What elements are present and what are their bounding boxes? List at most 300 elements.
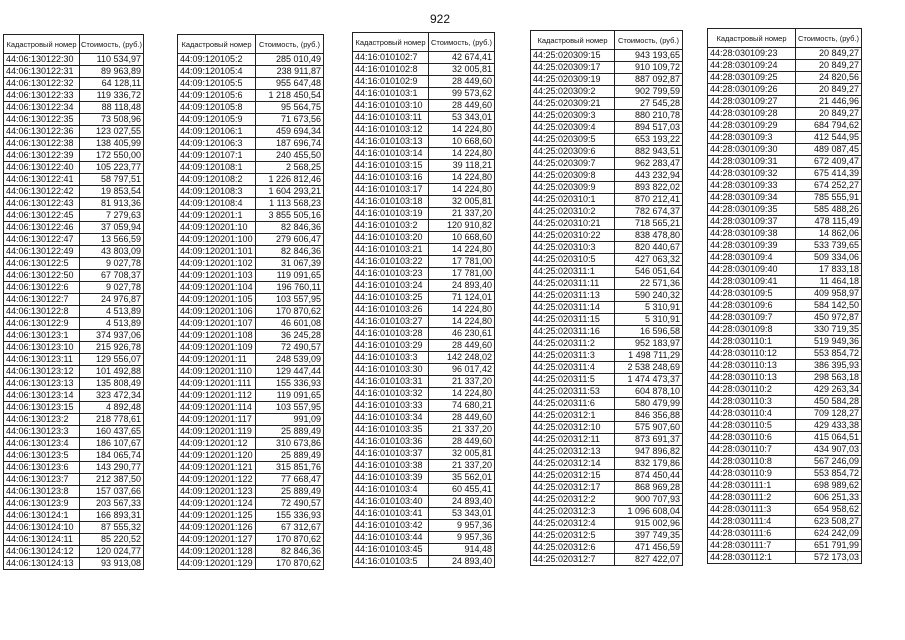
table-row: [708, 492, 862, 504]
table-row: [4, 306, 144, 318]
cost-cell: 160 437,65: [80, 426, 144, 438]
cadastral-number-cell: 44:28:030109:28: [708, 108, 796, 120]
cadastral-number-cell: 44:06:130122:5: [4, 258, 80, 270]
table-row: [708, 240, 862, 252]
table-row: [353, 448, 495, 460]
cadastral-number-cell: 44:09:120201:106: [178, 306, 256, 318]
cost-cell: 10 668,60: [429, 136, 495, 148]
cost-cell: 459 694,34: [256, 126, 324, 138]
cost-cell: 14 224,80: [429, 124, 495, 136]
cost-cell: 138 405,99: [80, 138, 144, 150]
table-row: [178, 450, 324, 462]
cost-cell: 20 849,27: [796, 108, 862, 120]
cost-cell: 832 179,86: [615, 458, 683, 470]
table-row: [178, 54, 324, 66]
cadastral-number-cell: 44:09:120201:128: [178, 546, 256, 558]
table-row: [531, 194, 683, 206]
cadastral-number-cell: 44:28:030109:40: [708, 264, 796, 276]
table-row: [4, 66, 144, 78]
cost-cell: 28 449,60: [429, 100, 495, 112]
cost-cell: 103 557,95: [256, 402, 324, 414]
cadastral-number-cell: 44:16:010103:45: [353, 544, 429, 556]
cadastral-number-cell: 44:25:020309:19: [531, 74, 615, 86]
cost-cell: 3 855 505,16: [256, 210, 324, 222]
cadastral-number-cell: 44:28:030110:13: [708, 360, 796, 372]
cost-cell: 9 957,36: [429, 520, 495, 532]
cadastral-number-cell: 44:25:020312:17: [531, 482, 615, 494]
cadastral-number-cell: 44:06:130122:30: [4, 54, 80, 66]
table-row: [178, 258, 324, 270]
cadastral-number-cell: 44:09:120201:111: [178, 378, 256, 390]
cadastral-number-cell: 44:09:120201:100: [178, 234, 256, 246]
cadastral-number-cell: 44:28:030110:13: [708, 372, 796, 384]
table-row: [531, 386, 683, 398]
cost-cell: 782 674,37: [615, 206, 683, 218]
table-row: [178, 282, 324, 294]
cadastral-number-cell: 44:16:010103:25: [353, 292, 429, 304]
cadastral-number-cell: 44:06:130122:39: [4, 150, 80, 162]
cost-cell: 298 563,18: [796, 372, 862, 384]
table-row: [4, 462, 144, 474]
cost-header: Стоимость, (руб.): [615, 31, 683, 50]
cadastral-number-cell: 44:16:010103:14: [353, 148, 429, 160]
table-row: [708, 276, 862, 288]
table-row: [4, 510, 144, 522]
table-row: [4, 246, 144, 258]
table-row: [4, 78, 144, 90]
cadastral-number-cell: 44:28:030109:27: [708, 96, 796, 108]
cadastral-number-cell: 44:28:030109:5: [708, 288, 796, 300]
cost-cell: 902 799,59: [615, 86, 683, 98]
table-row: [353, 508, 495, 520]
table-row: [531, 470, 683, 482]
cost-cell: 186 107,67: [80, 438, 144, 450]
cadastral-number-cell: 44:09:120105:5: [178, 78, 256, 90]
table-row: [531, 230, 683, 242]
cadastral-number-cell: 44:25:020311:5: [531, 374, 615, 386]
cost-cell: 22 571,36: [615, 278, 683, 290]
table-row: [4, 150, 144, 162]
cost-cell: 450 972,87: [796, 312, 862, 324]
cadastral-number-cell: 44:09:120201:125: [178, 510, 256, 522]
cadastral-number-cell: 44:16:010103:29: [353, 340, 429, 352]
cost-cell: 20 849,27: [796, 48, 862, 60]
cost-header: Стоимость, (руб.): [429, 33, 495, 52]
cost-cell: 120 024,77: [80, 546, 144, 558]
table-row: [353, 256, 495, 268]
cadastral-number-cell: 44:16:010103:11: [353, 112, 429, 124]
cost-cell: 285 010,49: [256, 54, 324, 66]
cost-cell: 53 343,01: [429, 112, 495, 124]
cadastral-number-cell: 44:06:130124:10: [4, 522, 80, 534]
cost-cell: 698 989,62: [796, 480, 862, 492]
table-row: [531, 290, 683, 302]
cadastral-number-cell: 44:16:010103:33: [353, 400, 429, 412]
cadastral-number-cell: 44:25:020311:1: [531, 266, 615, 278]
cadastral-number-cell: 44:28:030110:8: [708, 456, 796, 468]
cadastral-number-cell: 44:28:030111:3: [708, 504, 796, 516]
cost-cell: 943 193,65: [615, 50, 683, 62]
cost-cell: 58 797,51: [80, 174, 144, 186]
table-row: [708, 132, 862, 144]
cost-cell: 21 337,20: [429, 208, 495, 220]
table-row: [178, 462, 324, 474]
table-row: [178, 486, 324, 498]
table-row: [531, 170, 683, 182]
table-row: [531, 482, 683, 494]
cadastral-number-cell: 44:06:130122:9: [4, 318, 80, 330]
cadastral-number-cell: 44:28:030109:30: [708, 144, 796, 156]
table-row: [353, 220, 495, 232]
cost-cell: 489 087,45: [796, 144, 862, 156]
cadastral-number-cell: 44:09:120108:2: [178, 174, 256, 186]
cost-cell: 35 562,01: [429, 472, 495, 484]
cost-cell: 519 949,36: [796, 336, 862, 348]
table-row: [178, 510, 324, 522]
table-row: [708, 216, 862, 228]
table-row: [178, 174, 324, 186]
table-row: [4, 522, 144, 534]
cadastral-number-cell: 44:06:130122:6: [4, 282, 80, 294]
table-row: [708, 48, 862, 60]
cost-cell: 546 051,64: [615, 266, 683, 278]
cadastral-number-cell: 44:16:010103:40: [353, 496, 429, 508]
table-row: [531, 374, 683, 386]
table-row: [4, 294, 144, 306]
cost-cell: 718 565,21: [615, 218, 683, 230]
cadastral-number-cell: 44:28:030110:9: [708, 468, 796, 480]
cost-cell: 105 223,77: [80, 162, 144, 174]
table-row: [4, 438, 144, 450]
cadastral-number-cell: 44:16:010103:24: [353, 280, 429, 292]
cadastral-number-cell: 44:25:020312:11: [531, 434, 615, 446]
cadastral-number-cell: 44:16:010103:27: [353, 316, 429, 328]
cost-cell: 14 224,80: [429, 304, 495, 316]
table-row: [708, 192, 862, 204]
cost-cell: 119 091,65: [256, 270, 324, 282]
cadastral-number-cell: 44:09:120105:6: [178, 90, 256, 102]
cost-cell: 99 573,62: [429, 88, 495, 100]
cost-cell: 25 889,49: [256, 486, 324, 498]
table-row: [353, 424, 495, 436]
cost-cell: 82 846,36: [256, 246, 324, 258]
cost-cell: 412 544,95: [796, 132, 862, 144]
cadastral-number-cell: 44:09:120201:120: [178, 450, 256, 462]
cost-cell: 429 433,38: [796, 420, 862, 432]
table-row: [4, 126, 144, 138]
cost-cell: 25 889,49: [256, 426, 324, 438]
table-row: [4, 366, 144, 378]
cost-cell: 9 957,36: [429, 532, 495, 544]
cadastral-number-cell: 44:25:020309:2: [531, 86, 615, 98]
cost-cell: 142 248,02: [429, 352, 495, 364]
cadastral-number-cell: 44:06:130124:1: [4, 510, 80, 522]
table-row: [178, 198, 324, 210]
cost-cell: 623 508,27: [796, 516, 862, 528]
cadastral-number-cell: 44:25:020309:6: [531, 146, 615, 158]
cost-cell: 73 508,96: [80, 114, 144, 126]
cost-cell: 684 794,62: [796, 120, 862, 132]
cost-cell: 24 820,56: [796, 72, 862, 84]
cost-cell: 60 455,41: [429, 484, 495, 496]
cadastral-number-cell: 44:28:030111:1: [708, 480, 796, 492]
table-row: [4, 258, 144, 270]
cadastral-number-cell: 44:25:020310:1: [531, 194, 615, 206]
table-row: [4, 102, 144, 114]
cost-cell: 4 513,89: [80, 318, 144, 330]
cadastral-number-cell: 44:09:120201:1: [178, 210, 256, 222]
cadastral-number-cell: 44:06:130122:47: [4, 234, 80, 246]
cadastral-number-cell: 44:16:010103:41: [353, 508, 429, 520]
cost-cell: 240 455,50: [256, 150, 324, 162]
table-row: [531, 302, 683, 314]
table-row: [4, 474, 144, 486]
cadastral-number-cell: 44:16:010103:18: [353, 196, 429, 208]
cadastral-number-cell: 44:16:010103:32: [353, 388, 429, 400]
table-header-row: [4, 35, 144, 54]
cadastral-number-header: Кадастровый номер: [4, 35, 80, 54]
cadastral-number-cell: 44:06:130124:13: [4, 558, 80, 570]
table-row: [708, 480, 862, 492]
cadastral-number-cell: 44:25:020309:5: [531, 134, 615, 146]
cadastral-number-cell: 44:09:120201:11: [178, 354, 256, 366]
cost-cell: 170 870,62: [256, 306, 324, 318]
cost-cell: 709 128,27: [796, 408, 862, 420]
table-row: [531, 134, 683, 146]
cost-cell: 64 128,11: [80, 78, 144, 90]
table-row: [708, 348, 862, 360]
cadastral-number-cell: 44:28:030109:33: [708, 180, 796, 192]
cadastral-number-cell: 44:06:130123:11: [4, 354, 80, 366]
cadastral-number-cell: 44:25:020309:4: [531, 122, 615, 134]
table-header-row: [178, 35, 324, 54]
table-row: [178, 390, 324, 402]
cadastral-number-cell: 44:09:120201:129: [178, 558, 256, 570]
cost-cell: 567 246,09: [796, 456, 862, 468]
cadastral-number-cell: 44:28:030110:7: [708, 444, 796, 456]
cost-cell: 93 913,08: [80, 558, 144, 570]
cost-cell: 89 963,89: [80, 66, 144, 78]
table-row: [178, 138, 324, 150]
cost-cell: 590 240,32: [615, 290, 683, 302]
cadastral-number-cell: 44:09:120201:114: [178, 402, 256, 414]
cadastral-number-cell: 44:09:120201:127: [178, 534, 256, 546]
table-row: [4, 414, 144, 426]
table-header-row: [708, 29, 862, 48]
cost-cell: 170 870,62: [256, 558, 324, 570]
table-row: [531, 86, 683, 98]
cadastral-number-cell: 44:09:120108:4: [178, 198, 256, 210]
cadastral-number-cell: 44:25:020311:15: [531, 314, 615, 326]
cost-cell: 24 893,40: [429, 496, 495, 508]
cadastral-number-cell: 44:06:130122:50: [4, 270, 80, 282]
cost-cell: 32 005,81: [429, 448, 495, 460]
cost-cell: 72 490,57: [256, 342, 324, 354]
cadastral-number-cell: 44:06:130123:13: [4, 378, 80, 390]
cadastral-number-cell: 44:06:130122:33: [4, 90, 80, 102]
cadastral-number-cell: 44:28:030111:4: [708, 516, 796, 528]
table-header-row: [531, 31, 683, 50]
cost-cell: 170 870,62: [256, 534, 324, 546]
cost-cell: 21 446,96: [796, 96, 862, 108]
cost-cell: 910 109,72: [615, 62, 683, 74]
cadastral-number-cell: 44:16:010103:35: [353, 424, 429, 436]
table-row: [178, 318, 324, 330]
cadastral-number-cell: 44:28:030111:6: [708, 528, 796, 540]
table-row: [531, 350, 683, 362]
cost-cell: 77 668,47: [256, 474, 324, 486]
table-row: [178, 234, 324, 246]
cost-cell: 4 513,89: [80, 306, 144, 318]
cadastral-number-cell: 44:25:020312:5: [531, 530, 615, 542]
cost-cell: 96 017,42: [429, 364, 495, 376]
table-row: [353, 400, 495, 412]
register-table-4: [530, 30, 683, 566]
cost-cell: 2 568,25: [256, 162, 324, 174]
table-row: [531, 554, 683, 566]
cost-cell: 95 564,75: [256, 102, 324, 114]
cadastral-number-cell: 44:28:030109:8: [708, 324, 796, 336]
cadastral-number-cell: 44:25:020311:11: [531, 278, 615, 290]
table-row: [531, 422, 683, 434]
cost-cell: 5 310,91: [615, 302, 683, 314]
table-row: [4, 558, 144, 570]
cadastral-number-cell: 44:16:010103:37: [353, 448, 429, 460]
cadastral-number-cell: 44:28:030109:26: [708, 84, 796, 96]
table-row: [708, 144, 862, 156]
cadastral-number-cell: 44:09:120201:121: [178, 462, 256, 474]
cost-cell: 129 447,44: [256, 366, 324, 378]
table-row: [708, 84, 862, 96]
table-row: [178, 294, 324, 306]
cadastral-number-cell: 44:09:120108:3: [178, 186, 256, 198]
table-row: [4, 270, 144, 282]
cost-cell: 915 002,96: [615, 518, 683, 530]
cost-cell: 27 545,28: [615, 98, 683, 110]
table-row: [531, 98, 683, 110]
cadastral-number-cell: 44:09:120201:124: [178, 498, 256, 510]
table-row: [4, 174, 144, 186]
table-row: [531, 314, 683, 326]
table-row: [353, 196, 495, 208]
cadastral-number-cell: 44:06:130123:4: [4, 438, 80, 450]
table-row: [178, 126, 324, 138]
cadastral-number-cell: 44:25:020311:13: [531, 290, 615, 302]
cost-cell: 212 387,50: [80, 474, 144, 486]
table-row: [708, 108, 862, 120]
cadastral-number-cell: 44:16:010103:17: [353, 184, 429, 196]
cadastral-number-cell: 44:16:010103:26: [353, 304, 429, 316]
cost-cell: 820 440,67: [615, 242, 683, 254]
cost-cell: 323 472,34: [80, 390, 144, 402]
cost-cell: 14 224,80: [429, 148, 495, 160]
cadastral-number-cell: 44:09:120201:105: [178, 294, 256, 306]
cadastral-number-cell: 44:09:120105:9: [178, 114, 256, 126]
cost-cell: 155 336,93: [256, 378, 324, 390]
cadastral-number-cell: 44:28:030109:25: [708, 72, 796, 84]
cost-cell: 16 596,58: [615, 326, 683, 338]
cost-cell: 123 027,55: [80, 126, 144, 138]
cost-cell: 509 334,06: [796, 252, 862, 264]
cost-cell: 129 556,07: [80, 354, 144, 366]
cadastral-number-header: Кадастровый номер: [531, 31, 615, 50]
table-row: [531, 50, 683, 62]
table-row: [4, 450, 144, 462]
cost-cell: 82 846,36: [256, 546, 324, 558]
cost-cell: 172 550,00: [80, 150, 144, 162]
table-row: [353, 292, 495, 304]
cost-cell: 874 450,44: [615, 470, 683, 482]
table-row: [178, 150, 324, 162]
table-row: [708, 180, 862, 192]
cadastral-number-cell: 44:25:020312:6: [531, 542, 615, 554]
cadastral-number-cell: 44:06:130122:34: [4, 102, 80, 114]
cadastral-number-cell: 44:06:130123:7: [4, 474, 80, 486]
cost-cell: 85 220,52: [80, 534, 144, 546]
table-row: [353, 304, 495, 316]
table-row: [353, 544, 495, 556]
cadastral-number-cell: 44:06:130123:1: [4, 330, 80, 342]
cost-cell: 553 854,72: [796, 348, 862, 360]
table-row: [531, 338, 683, 350]
table-row: [531, 530, 683, 542]
table-row: [531, 182, 683, 194]
cadastral-number-cell: 44:28:030111:2: [708, 492, 796, 504]
cadastral-number-cell: 44:16:010103:16: [353, 172, 429, 184]
cadastral-number-cell: 44:06:130123:14: [4, 390, 80, 402]
cost-cell: 838 478,80: [615, 230, 683, 242]
cadastral-number-cell: 44:06:130122:41: [4, 174, 80, 186]
cadastral-number-cell: 44:25:020309:17: [531, 62, 615, 74]
cost-cell: 7 279,63: [80, 210, 144, 222]
table-row: [531, 254, 683, 266]
table-row: [178, 90, 324, 102]
table-row: [4, 402, 144, 414]
table-row: [178, 426, 324, 438]
table-row: [353, 556, 495, 568]
table-row: [4, 138, 144, 150]
cadastral-number-cell: 44:09:120201:126: [178, 522, 256, 534]
register-table-5: [707, 28, 862, 564]
cost-cell: 672 409,47: [796, 156, 862, 168]
cost-cell: 101 492,88: [80, 366, 144, 378]
cadastral-number-cell: 44:06:130124:11: [4, 534, 80, 546]
table-row: [178, 222, 324, 234]
cost-cell: 71 673,56: [256, 114, 324, 126]
cadastral-number-cell: 44:09:120201:103: [178, 270, 256, 282]
cost-cell: 19 853,54: [80, 186, 144, 198]
cost-cell: 67 312,67: [256, 522, 324, 534]
table-row: [178, 270, 324, 282]
cadastral-number-cell: 44:06:130123:5: [4, 450, 80, 462]
cost-cell: 585 488,26: [796, 204, 862, 216]
table-row: [353, 484, 495, 496]
cost-cell: 427 063,32: [615, 254, 683, 266]
cadastral-number-cell: 44:25:020311:2: [531, 338, 615, 350]
table-row: [178, 474, 324, 486]
cadastral-number-cell: 44:25:020312:7: [531, 554, 615, 566]
cadastral-number-cell: 44:09:120107:1: [178, 150, 256, 162]
cost-cell: 450 584,28: [796, 396, 862, 408]
cost-cell: 187 696,74: [256, 138, 324, 150]
cadastral-number-cell: 44:16:010103:36: [353, 436, 429, 448]
table-row: [178, 558, 324, 570]
cost-cell: 471 456,59: [615, 542, 683, 554]
table-row: [4, 186, 144, 198]
cadastral-number-cell: 44:06:130123:15: [4, 402, 80, 414]
table-row: [353, 76, 495, 88]
cost-cell: 43 803,09: [80, 246, 144, 258]
